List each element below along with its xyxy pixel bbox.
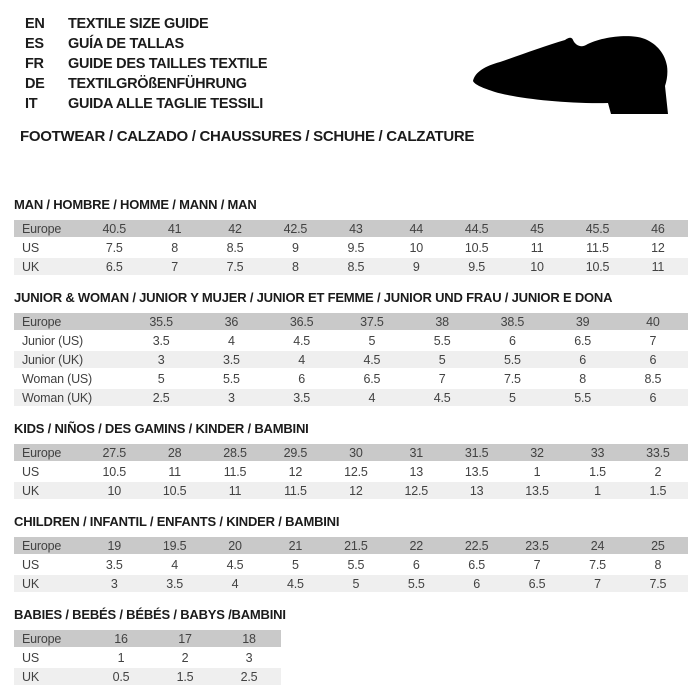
size-cell: 1.5 — [589, 464, 606, 479]
language-label: GUIDA ALLE TAGLIE TESSILI — [68, 96, 263, 112]
size-cell: 7 — [438, 371, 446, 386]
size-cell: 5.5 — [222, 371, 240, 386]
size-cell: 4 — [231, 576, 239, 591]
size-cell: 44.5 — [464, 221, 489, 236]
size-cell: 13 — [469, 483, 484, 498]
size-cell: 31.5 — [464, 445, 489, 460]
size-cell: 4 — [298, 352, 305, 367]
size-cell: 6.5 — [574, 333, 592, 348]
size-cell: 4 — [368, 390, 376, 405]
size-cell: 8.5 — [644, 371, 662, 386]
size-cell: 9.5 — [347, 240, 365, 255]
language-label: TEXTILE SIZE GUIDE — [68, 16, 209, 32]
size-cell: 8 — [654, 557, 662, 572]
size-cell: 22 — [409, 538, 423, 553]
size-table-kids — [14, 444, 688, 501]
size-cell: 2.5 — [240, 669, 258, 684]
size-cell: 25 — [651, 538, 665, 553]
size-cell: 42 — [228, 221, 242, 236]
size-cell: 6 — [412, 557, 420, 572]
language-label: TEXTILGRÖßENFÜHRUNG — [68, 76, 247, 92]
row-label: Junior (US) — [22, 333, 84, 348]
language-row-it — [25, 94, 267, 114]
size-row — [14, 668, 281, 687]
language-row-es — [25, 34, 267, 54]
size-cell: 8 — [292, 259, 299, 274]
row-label: Europe — [22, 538, 62, 553]
size-cell: 19.5 — [162, 538, 187, 553]
row-label: Europe — [22, 631, 62, 646]
size-cell: 35.5 — [149, 314, 173, 329]
language-code: EN — [25, 16, 45, 32]
size-cell: 18 — [242, 631, 256, 646]
size-cell: 5 — [292, 557, 299, 572]
row-label: US — [22, 464, 39, 479]
size-cell: 2.5 — [152, 390, 170, 405]
size-cell: 9 — [412, 259, 420, 274]
size-cell: 33 — [590, 445, 605, 460]
size-cell: 1 — [533, 464, 541, 479]
size-row — [14, 258, 688, 277]
size-cell: 6.5 — [363, 371, 381, 386]
size-cell: 8.5 — [347, 259, 365, 274]
size-row — [14, 370, 688, 389]
size-cell: 6 — [508, 333, 516, 348]
size-table-man — [14, 220, 688, 277]
size-cell: 3 — [245, 650, 253, 665]
size-cell: 11 — [228, 483, 242, 498]
size-section-junior-woman — [14, 290, 688, 408]
size-cell: 10.5 — [464, 240, 489, 255]
size-cell: 5 — [157, 371, 165, 386]
size-cell: 3.5 — [152, 333, 170, 348]
size-section-kids — [14, 421, 688, 501]
size-cell: 4.5 — [363, 352, 381, 367]
size-cell: 1 — [117, 650, 125, 665]
section-title-man: MAN / HOMBRE / HOMME / MANN / MAN — [14, 197, 257, 212]
row-label: Junior (UK) — [22, 352, 84, 367]
size-cell: 6 — [649, 352, 657, 367]
section-title-kids: KIDS / NIÑOS / DES GAMINS / KINDER / BAMBINI — [14, 421, 309, 436]
size-row — [14, 556, 688, 575]
size-cell: 10.5 — [585, 259, 610, 274]
size-table-babies — [14, 630, 281, 687]
language-label: GUIDE DES TAILLES TEXTILE — [68, 56, 268, 72]
size-cell: 7.5 — [649, 576, 667, 591]
row-label: US — [22, 240, 39, 255]
size-cell: 40.5 — [102, 221, 126, 236]
size-cell: 10 — [107, 483, 121, 498]
size-cell: 7.5 — [105, 240, 123, 255]
size-cell: 5.5 — [407, 576, 425, 591]
size-cell: 19 — [107, 538, 121, 553]
size-cell: 30 — [349, 445, 363, 460]
size-row-header — [14, 444, 688, 463]
language-code: FR — [25, 56, 44, 72]
size-cell: 24 — [590, 538, 605, 553]
size-cell: 6.5 — [105, 259, 123, 274]
size-row-header — [14, 220, 688, 239]
size-cell: 32 — [530, 445, 544, 460]
language-code: DE — [25, 76, 45, 92]
size-cell: 4.5 — [433, 390, 451, 405]
size-section-man — [14, 197, 688, 277]
size-row — [14, 351, 688, 370]
language-row-de — [25, 74, 267, 94]
size-cell: 4 — [227, 333, 235, 348]
size-cell: 11 — [168, 464, 181, 479]
size-row-header — [14, 537, 688, 556]
size-cell: 12 — [288, 464, 303, 479]
size-row-header — [14, 313, 688, 332]
size-cell: 3 — [110, 576, 118, 591]
size-cell: 3 — [227, 390, 235, 405]
size-cell: 13 — [409, 464, 423, 479]
size-section-babies — [14, 607, 688, 687]
size-cell: 37.5 — [360, 314, 384, 329]
size-row — [14, 389, 688, 408]
size-cell: 22.5 — [464, 538, 489, 553]
size-cell: 7 — [594, 576, 601, 591]
size-cell: 5 — [508, 390, 516, 405]
size-cell: 42.5 — [283, 221, 308, 236]
size-cell: 11.5 — [284, 483, 307, 498]
size-row — [14, 575, 688, 594]
size-cell: 17 — [178, 631, 192, 646]
size-row — [14, 463, 688, 482]
size-cell: 45.5 — [585, 221, 610, 236]
row-label: Europe — [22, 314, 62, 329]
size-cell: 7 — [171, 259, 178, 274]
row-label: Europe — [22, 445, 62, 460]
size-cell: 0.5 — [112, 669, 130, 684]
language-code: ES — [25, 36, 44, 52]
size-cell: 23.5 — [525, 538, 549, 553]
size-cell: 7.5 — [226, 259, 244, 274]
size-cell: 43 — [349, 221, 363, 236]
size-cell: 1.5 — [176, 669, 194, 684]
size-cell: 7 — [533, 557, 541, 572]
size-row — [14, 482, 688, 501]
size-row — [14, 239, 688, 258]
language-label: GUÍA DE TALLAS — [68, 36, 184, 52]
size-cell: 6 — [473, 576, 481, 591]
size-cell: 12.5 — [344, 464, 368, 479]
size-cell: 5.5 — [347, 557, 365, 572]
size-cell: 36 — [224, 314, 239, 329]
size-cell: 21 — [288, 538, 303, 553]
size-cell: 46 — [651, 221, 665, 236]
size-cell: 41 — [167, 221, 182, 236]
size-row — [14, 332, 688, 351]
size-cell: 1 — [594, 483, 601, 498]
row-label: Europe — [22, 221, 62, 236]
size-cell: 3.5 — [293, 390, 311, 405]
size-cell: 10 — [530, 259, 544, 274]
size-cell: 7.5 — [503, 371, 521, 386]
size-cell: 40 — [646, 314, 660, 329]
size-cell: 5 — [352, 576, 360, 591]
size-cell: 4.5 — [287, 576, 304, 591]
size-cell: 12 — [651, 240, 665, 255]
size-cell: 9.5 — [468, 259, 486, 274]
size-cell: 36.5 — [289, 314, 314, 329]
language-list — [25, 14, 267, 114]
size-cell: 21.5 — [344, 538, 368, 553]
size-cell: 13.5 — [464, 464, 489, 479]
size-cell: 10.5 — [102, 464, 126, 479]
size-cell: 11.5 — [586, 240, 609, 255]
size-cell: 6.5 — [468, 557, 486, 572]
size-cell: 4 — [171, 557, 178, 572]
size-cell: 28.5 — [223, 445, 247, 460]
row-label: US — [22, 557, 39, 572]
size-tables — [14, 197, 688, 687]
size-cell: 20 — [228, 538, 242, 553]
size-cell: 28 — [167, 445, 182, 460]
size-cell: 6 — [298, 371, 305, 386]
size-cell: 5.5 — [503, 352, 521, 367]
section-title-children: CHILDREN / INFANTIL / ENFANTS / KINDER / BAMBINI — [14, 514, 340, 529]
size-cell: 6 — [649, 390, 657, 405]
size-cell: 11 — [651, 259, 665, 274]
size-cell: 12.5 — [404, 483, 428, 498]
size-cell: 44 — [409, 221, 423, 236]
language-code: IT — [25, 96, 38, 112]
size-cell: 2 — [654, 464, 662, 479]
section-title-babies: BABIES / BEBÉS / BÉBÉS / BABYS /BAMBINI — [14, 607, 286, 622]
size-cell: 29.5 — [283, 445, 308, 460]
size-cell: 5.5 — [433, 333, 451, 348]
shoe-icon-path — [473, 36, 668, 114]
language-row-en — [25, 14, 267, 34]
size-cell: 39 — [575, 314, 590, 329]
row-label: UK — [22, 259, 39, 274]
size-row-header — [14, 630, 281, 649]
size-cell: 9 — [292, 240, 299, 255]
size-cell: 45 — [530, 221, 544, 236]
size-cell: 31 — [409, 445, 423, 460]
language-row-fr — [25, 54, 267, 74]
size-cell: 13.5 — [525, 483, 549, 498]
size-cell: 5 — [368, 333, 376, 348]
section-title-junior-woman: JUNIOR & WOMAN / JUNIOR Y MUJER / JUNIOR ET FEMME / JUNIOR UND FRAU / JUNIOR E DONA — [14, 290, 613, 305]
size-cell: 11.5 — [223, 464, 247, 479]
size-cell: 33.5 — [646, 445, 670, 460]
size-cell: 16 — [114, 631, 128, 646]
size-cell: 7 — [649, 333, 657, 348]
size-cell: 3 — [157, 352, 165, 367]
size-section-children — [14, 514, 688, 594]
row-label: UK — [22, 483, 39, 498]
size-cell: 3.5 — [222, 352, 240, 367]
row-label: Woman (US) — [22, 371, 93, 386]
shoe-icon — [455, 28, 685, 123]
size-cell: 38 — [435, 314, 449, 329]
row-label: Woman (UK) — [22, 390, 93, 405]
size-cell: 7.5 — [589, 557, 606, 572]
size-cell: 38.5 — [500, 314, 525, 329]
size-cell: 5 — [438, 352, 446, 367]
size-cell: 1.5 — [649, 483, 667, 498]
size-cell: 2 — [181, 650, 189, 665]
size-cell: 6.5 — [528, 576, 546, 591]
size-cell: 5.5 — [574, 390, 592, 405]
size-cell: 12 — [349, 483, 363, 498]
size-cell: 8 — [579, 371, 586, 386]
size-table-children — [14, 537, 688, 594]
size-cell: 10.5 — [162, 483, 187, 498]
size-cell: 4.5 — [293, 333, 311, 348]
size-cell: 3.5 — [105, 557, 123, 572]
size-cell: 10 — [409, 240, 423, 255]
size-table-junior-woman — [14, 313, 688, 408]
size-cell: 27.5 — [102, 445, 126, 460]
size-cell: 8 — [171, 240, 178, 255]
size-row — [14, 649, 281, 668]
row-label: US — [22, 650, 39, 665]
size-cell: 11 — [530, 240, 544, 255]
size-cell: 8.5 — [226, 240, 244, 255]
size-cell: 3.5 — [166, 576, 183, 591]
category-heading: FOOTWEAR / CALZADO / CHAUSSURES / SCHUHE / CALZATURE — [20, 128, 475, 145]
size-cell: 4.5 — [226, 557, 244, 572]
row-label: UK — [22, 576, 39, 591]
size-cell: 6 — [579, 352, 586, 367]
row-label: UK — [22, 669, 39, 684]
